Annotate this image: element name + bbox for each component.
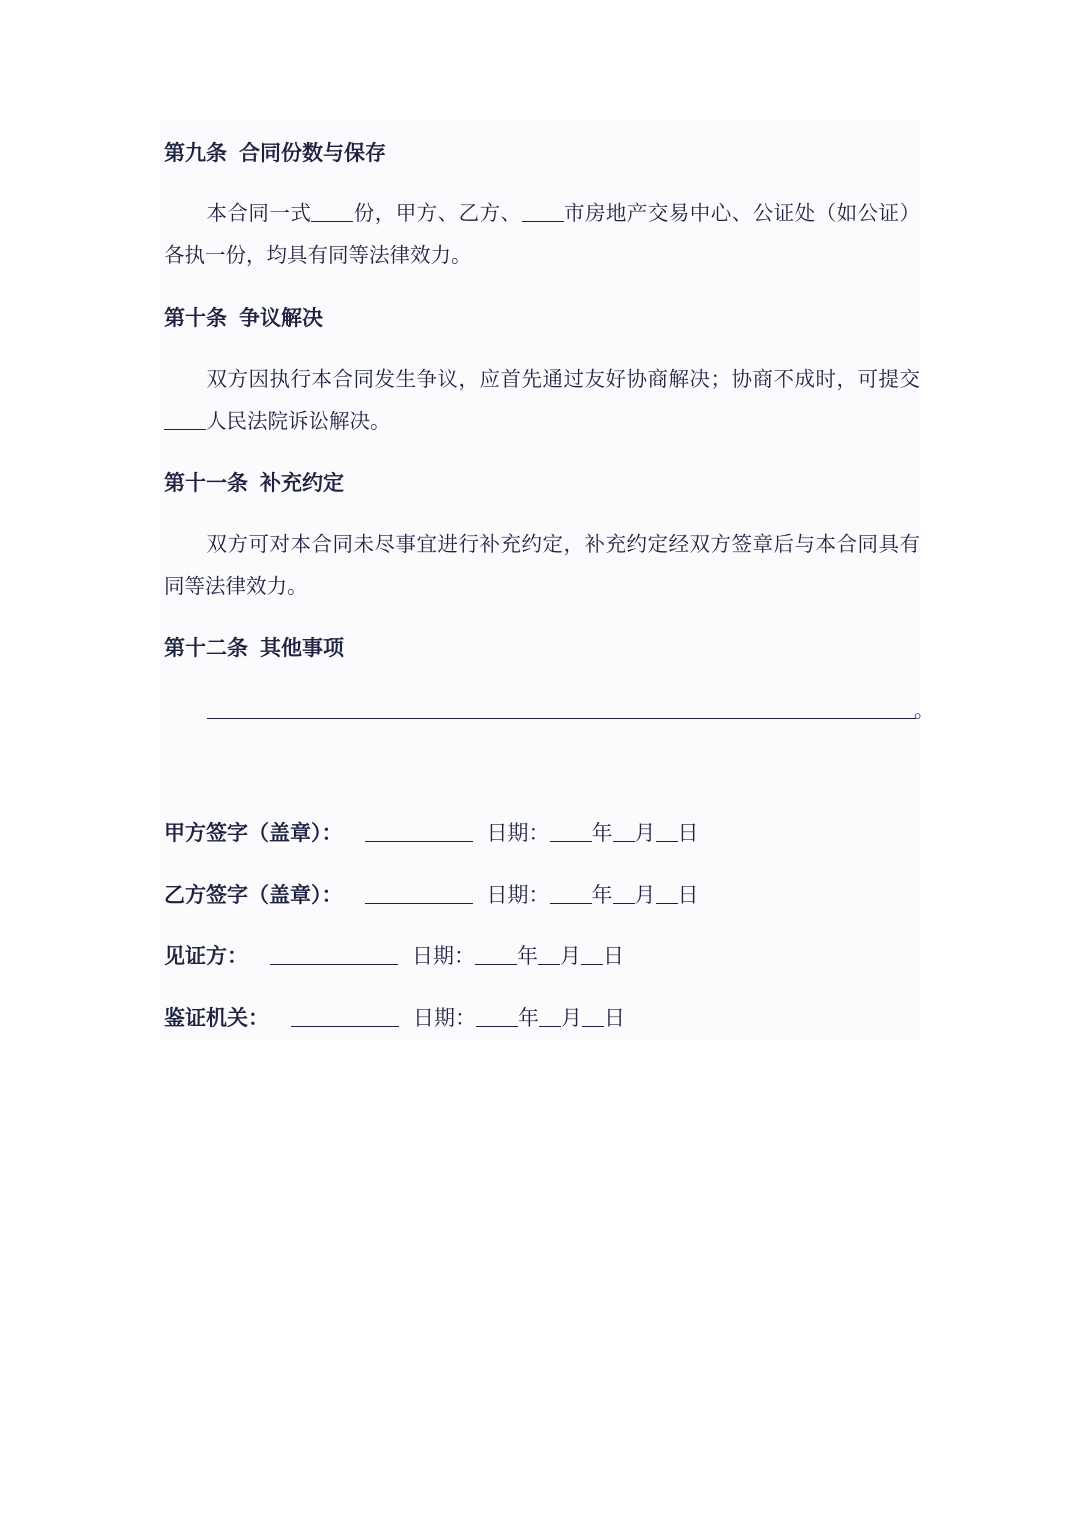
- party-a-signature-label: 甲方签字（盖章）：: [164, 820, 343, 845]
- authority-month-blank[interactable]: [539, 1004, 561, 1027]
- authority-month-label: 月: [561, 1006, 582, 1030]
- article-10-number: 第十条: [164, 305, 227, 330]
- party-a-month-blank[interactable]: [613, 819, 635, 842]
- party-b-month-label: 月: [634, 883, 656, 907]
- party-b-signature-row: [164, 880, 699, 910]
- witness-day-blank[interactable]: [581, 942, 603, 965]
- party-a-month-label: 月: [634, 821, 656, 845]
- authority-signature-row: [164, 1003, 625, 1033]
- party-a-signature-row: [164, 818, 699, 848]
- article-11-text: 双方可对本合同未尽事宜进行补充约定，补充约定经双方签章后与本合同具有同等法律效力。: [164, 532, 920, 598]
- party-b-day-blank[interactable]: [656, 881, 678, 904]
- article-10-paragraph: [164, 358, 920, 442]
- article-11-heading: [164, 469, 344, 497]
- party-a-year-blank[interactable]: [550, 819, 592, 842]
- party-a-day-label: 日: [677, 821, 699, 845]
- witness-day-label: 日: [603, 944, 624, 968]
- party-a-year-label: 年: [591, 821, 613, 845]
- party-b-signature-blank[interactable]: [365, 881, 473, 904]
- other-matters-blank[interactable]: [207, 694, 916, 719]
- party-b-year-label: 年: [591, 883, 613, 907]
- party-b-month-blank[interactable]: [613, 881, 635, 904]
- article-9-title: 合同份数与保存: [239, 140, 386, 165]
- article-12-number: 第十二条: [164, 635, 248, 660]
- witness-date-label: 日期：: [412, 944, 475, 968]
- article-11-paragraph: [164, 523, 920, 607]
- article-10-title: 争议解决: [239, 305, 323, 330]
- authority-day-label: 日: [604, 1006, 625, 1030]
- article-12-title: 其他事项: [260, 635, 344, 660]
- witness-signature-row: [164, 941, 624, 971]
- witness-month-blank[interactable]: [538, 942, 560, 965]
- copies-blank[interactable]: [311, 199, 353, 222]
- authority-signature-blank[interactable]: [291, 1004, 399, 1027]
- article-9-heading: [164, 139, 386, 167]
- other-matters-period: 。: [914, 698, 934, 722]
- witness-year-blank[interactable]: [475, 942, 517, 965]
- article-9-number: 第九条: [164, 140, 227, 165]
- party-a-day-blank[interactable]: [656, 819, 678, 842]
- article-9-text-1: 本合同一式: [206, 201, 312, 225]
- party-b-signature-label: 乙方签字（盖章）：: [164, 882, 343, 907]
- article-11-number: 第十一条: [164, 470, 248, 495]
- city-blank[interactable]: [522, 199, 564, 222]
- authority-day-blank[interactable]: [582, 1004, 604, 1027]
- authority-date-label: 日期：: [413, 1006, 476, 1030]
- witness-year-label: 年: [517, 944, 538, 968]
- witness-label: 见证方：: [164, 943, 248, 968]
- court-blank[interactable]: [164, 407, 206, 430]
- article-10-text-2: 人民法院诉讼解决。: [206, 409, 391, 433]
- party-b-year-blank[interactable]: [550, 881, 592, 904]
- witness-month-label: 月: [560, 944, 581, 968]
- article-12-heading: [164, 634, 344, 662]
- witness-signature-blank[interactable]: [270, 942, 398, 965]
- party-b-day-label: 日: [677, 883, 699, 907]
- party-a-signature-blank[interactable]: [365, 819, 473, 842]
- authority-label: 鉴证机关：: [164, 1005, 269, 1030]
- authority-year-label: 年: [518, 1006, 539, 1030]
- article-9-paragraph: [164, 192, 920, 276]
- party-a-date-label: 日期：: [486, 821, 550, 845]
- article-10-heading: [164, 304, 323, 332]
- article-11-title: 补充约定: [260, 470, 344, 495]
- authority-year-blank[interactable]: [476, 1004, 518, 1027]
- article-9-text-3: 市房地产交易中心、公证处（如公证）各执一份，均具有同等法律效力。: [164, 201, 920, 267]
- article-10-text-1: 双方因执行本合同发生争议，应首先通过友好协商解决；协商不成时，可提交: [206, 367, 920, 391]
- article-9-text-2: 份，甲方、乙方、: [353, 201, 522, 225]
- party-b-date-label: 日期：: [486, 883, 550, 907]
